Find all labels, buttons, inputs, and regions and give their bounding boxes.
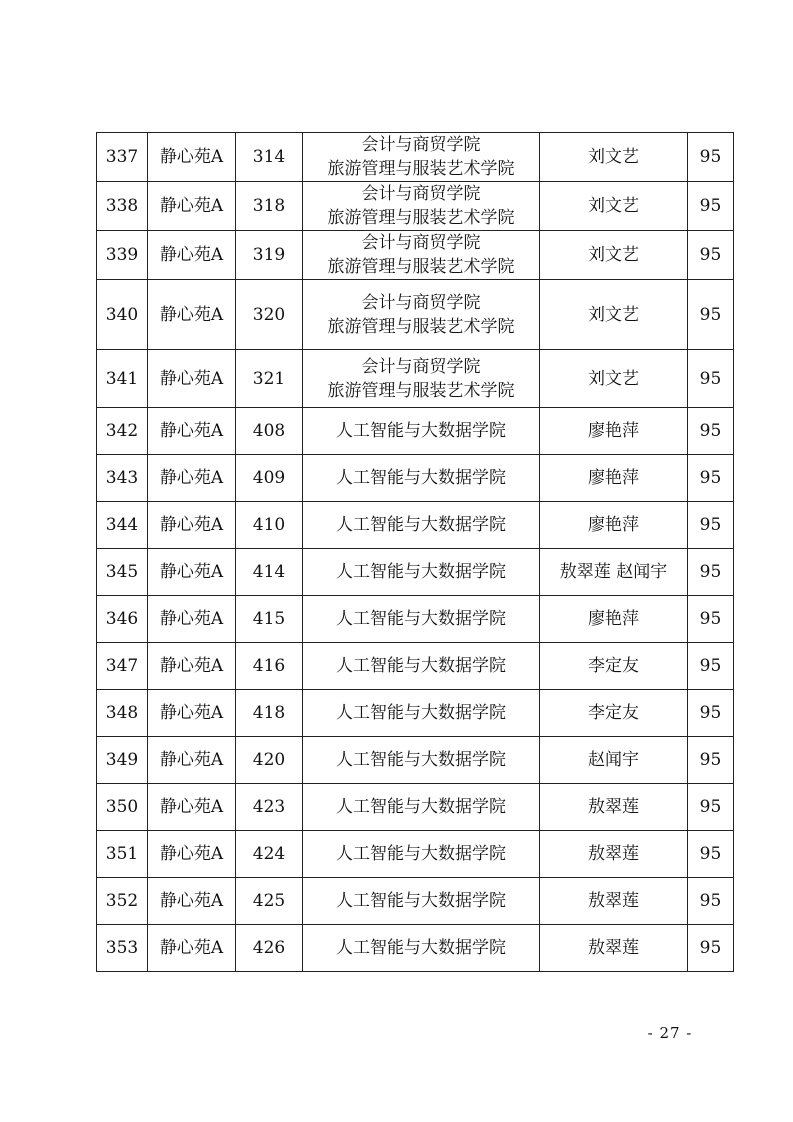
cell-number: 347 <box>97 643 148 690</box>
college-line: 会计与商贸学院 <box>361 135 481 155</box>
cell-room: 423 <box>236 784 303 831</box>
college-line: 会计与商贸学院 <box>361 184 481 204</box>
table-row <box>97 182 734 231</box>
college-line: 会计与商贸学院 <box>361 233 481 253</box>
cell-score: 95 <box>688 737 734 784</box>
cell-number: 338 <box>97 182 148 231</box>
table-row <box>97 878 734 925</box>
cell-score: 95 <box>688 231 734 280</box>
cell-college: 人工智能与大数据学院 <box>303 831 540 878</box>
cell-number: 348 <box>97 690 148 737</box>
page-number: - 27 - <box>647 1024 693 1042</box>
college-line: 旅游管理与服装艺术学院 <box>327 159 515 179</box>
cell-college <box>303 280 540 350</box>
table-row <box>97 133 734 182</box>
cell-building: 静心苑A <box>148 455 236 502</box>
table-row <box>97 280 734 350</box>
cell-building: 静心苑A <box>148 690 236 737</box>
cell-room: 319 <box>236 231 303 280</box>
cell-college: 人工智能与大数据学院 <box>303 596 540 643</box>
cell-room: 314 <box>236 133 303 182</box>
cell-number: 350 <box>97 784 148 831</box>
cell-teacher: 刘文艺 <box>540 133 688 182</box>
cell-teacher: 廖艳萍 <box>540 596 688 643</box>
cell-teacher: 敖翠莲 赵闻宇 <box>540 549 688 596</box>
cell-room: 416 <box>236 643 303 690</box>
cell-teacher: 廖艳萍 <box>540 455 688 502</box>
cell-building: 静心苑A <box>148 737 236 784</box>
cell-score: 95 <box>688 549 734 596</box>
college-line: 旅游管理与服装艺术学院 <box>327 208 515 228</box>
cell-college <box>303 231 540 280</box>
cell-college: 人工智能与大数据学院 <box>303 784 540 831</box>
cell-teacher: 敖翠莲 <box>540 878 688 925</box>
cell-score: 95 <box>688 408 734 455</box>
cell-number: 340 <box>97 280 148 350</box>
college-line: 旅游管理与服装艺术学院 <box>327 380 515 401</box>
cell-building: 静心苑A <box>148 878 236 925</box>
cell-building: 静心苑A <box>148 133 236 182</box>
cell-room: 414 <box>236 549 303 596</box>
cell-college: 人工智能与大数据学院 <box>303 878 540 925</box>
table-row <box>97 925 734 972</box>
cell-score: 95 <box>688 350 734 408</box>
table-row <box>97 231 734 280</box>
cell-teacher: 刘文艺 <box>540 231 688 280</box>
table-row <box>97 737 734 784</box>
cell-teacher: 廖艳萍 <box>540 408 688 455</box>
cell-college: 人工智能与大数据学院 <box>303 690 540 737</box>
cell-teacher: 赵闻宇 <box>540 737 688 784</box>
cell-number: 353 <box>97 925 148 972</box>
cell-score: 95 <box>688 596 734 643</box>
cell-teacher: 廖艳萍 <box>540 502 688 549</box>
cell-number: 344 <box>97 502 148 549</box>
table-row <box>97 643 734 690</box>
cell-score: 95 <box>688 925 734 972</box>
table-body <box>97 133 734 972</box>
cell-teacher: 李定友 <box>540 690 688 737</box>
cell-score: 95 <box>688 455 734 502</box>
cell-room: 424 <box>236 831 303 878</box>
cell-score: 95 <box>688 784 734 831</box>
cell-number: 343 <box>97 455 148 502</box>
cell-teacher: 刘文艺 <box>540 280 688 350</box>
cell-room: 410 <box>236 502 303 549</box>
table-row <box>97 455 734 502</box>
cell-room: 318 <box>236 182 303 231</box>
cell-college <box>303 133 540 182</box>
cell-college: 人工智能与大数据学院 <box>303 455 540 502</box>
table-row <box>97 350 734 408</box>
cell-number: 341 <box>97 350 148 408</box>
cell-score: 95 <box>688 182 734 231</box>
cell-score: 95 <box>688 280 734 350</box>
cell-building: 静心苑A <box>148 831 236 878</box>
table-row <box>97 502 734 549</box>
college-line: 旅游管理与服装艺术学院 <box>327 257 515 277</box>
cell-score: 95 <box>688 502 734 549</box>
table-row <box>97 549 734 596</box>
college-line: 旅游管理与服装艺术学院 <box>327 316 515 337</box>
college-line: 会计与商贸学院 <box>361 292 481 313</box>
cell-building: 静心苑A <box>148 280 236 350</box>
cell-number: 346 <box>97 596 148 643</box>
cell-room: 409 <box>236 455 303 502</box>
cell-number: 339 <box>97 231 148 280</box>
cell-college <box>303 182 540 231</box>
cell-college: 人工智能与大数据学院 <box>303 737 540 784</box>
cell-room: 320 <box>236 280 303 350</box>
cell-number: 351 <box>97 831 148 878</box>
cell-teacher: 刘文艺 <box>540 182 688 231</box>
cell-score: 95 <box>688 831 734 878</box>
dormitory-score-table <box>96 132 734 972</box>
cell-building: 静心苑A <box>148 925 236 972</box>
cell-college <box>303 350 540 408</box>
table-row <box>97 408 734 455</box>
cell-building: 静心苑A <box>148 784 236 831</box>
table-row <box>97 831 734 878</box>
cell-number: 345 <box>97 549 148 596</box>
table-row <box>97 596 734 643</box>
cell-building: 静心苑A <box>148 408 236 455</box>
cell-teacher: 刘文艺 <box>540 350 688 408</box>
cell-number: 342 <box>97 408 148 455</box>
cell-building: 静心苑A <box>148 502 236 549</box>
cell-number: 352 <box>97 878 148 925</box>
cell-score: 95 <box>688 690 734 737</box>
table-row <box>97 784 734 831</box>
cell-building: 静心苑A <box>148 182 236 231</box>
cell-room: 425 <box>236 878 303 925</box>
cell-score: 95 <box>688 878 734 925</box>
cell-room: 418 <box>236 690 303 737</box>
cell-college: 人工智能与大数据学院 <box>303 643 540 690</box>
cell-college: 人工智能与大数据学院 <box>303 502 540 549</box>
cell-room: 420 <box>236 737 303 784</box>
cell-score: 95 <box>688 133 734 182</box>
cell-teacher: 敖翠莲 <box>540 925 688 972</box>
cell-building: 静心苑A <box>148 231 236 280</box>
cell-college: 人工智能与大数据学院 <box>303 925 540 972</box>
cell-building: 静心苑A <box>148 549 236 596</box>
cell-college: 人工智能与大数据学院 <box>303 408 540 455</box>
cell-teacher: 李定友 <box>540 643 688 690</box>
college-line: 会计与商贸学院 <box>361 356 481 377</box>
cell-building: 静心苑A <box>148 643 236 690</box>
cell-teacher: 敖翠莲 <box>540 831 688 878</box>
table-row <box>97 690 734 737</box>
cell-number: 337 <box>97 133 148 182</box>
cell-building: 静心苑A <box>148 350 236 408</box>
cell-room: 426 <box>236 925 303 972</box>
cell-room: 415 <box>236 596 303 643</box>
cell-room: 321 <box>236 350 303 408</box>
cell-teacher: 敖翠莲 <box>540 784 688 831</box>
cell-score: 95 <box>688 643 734 690</box>
cell-college: 人工智能与大数据学院 <box>303 549 540 596</box>
cell-number: 349 <box>97 737 148 784</box>
cell-room: 408 <box>236 408 303 455</box>
cell-building: 静心苑A <box>148 596 236 643</box>
